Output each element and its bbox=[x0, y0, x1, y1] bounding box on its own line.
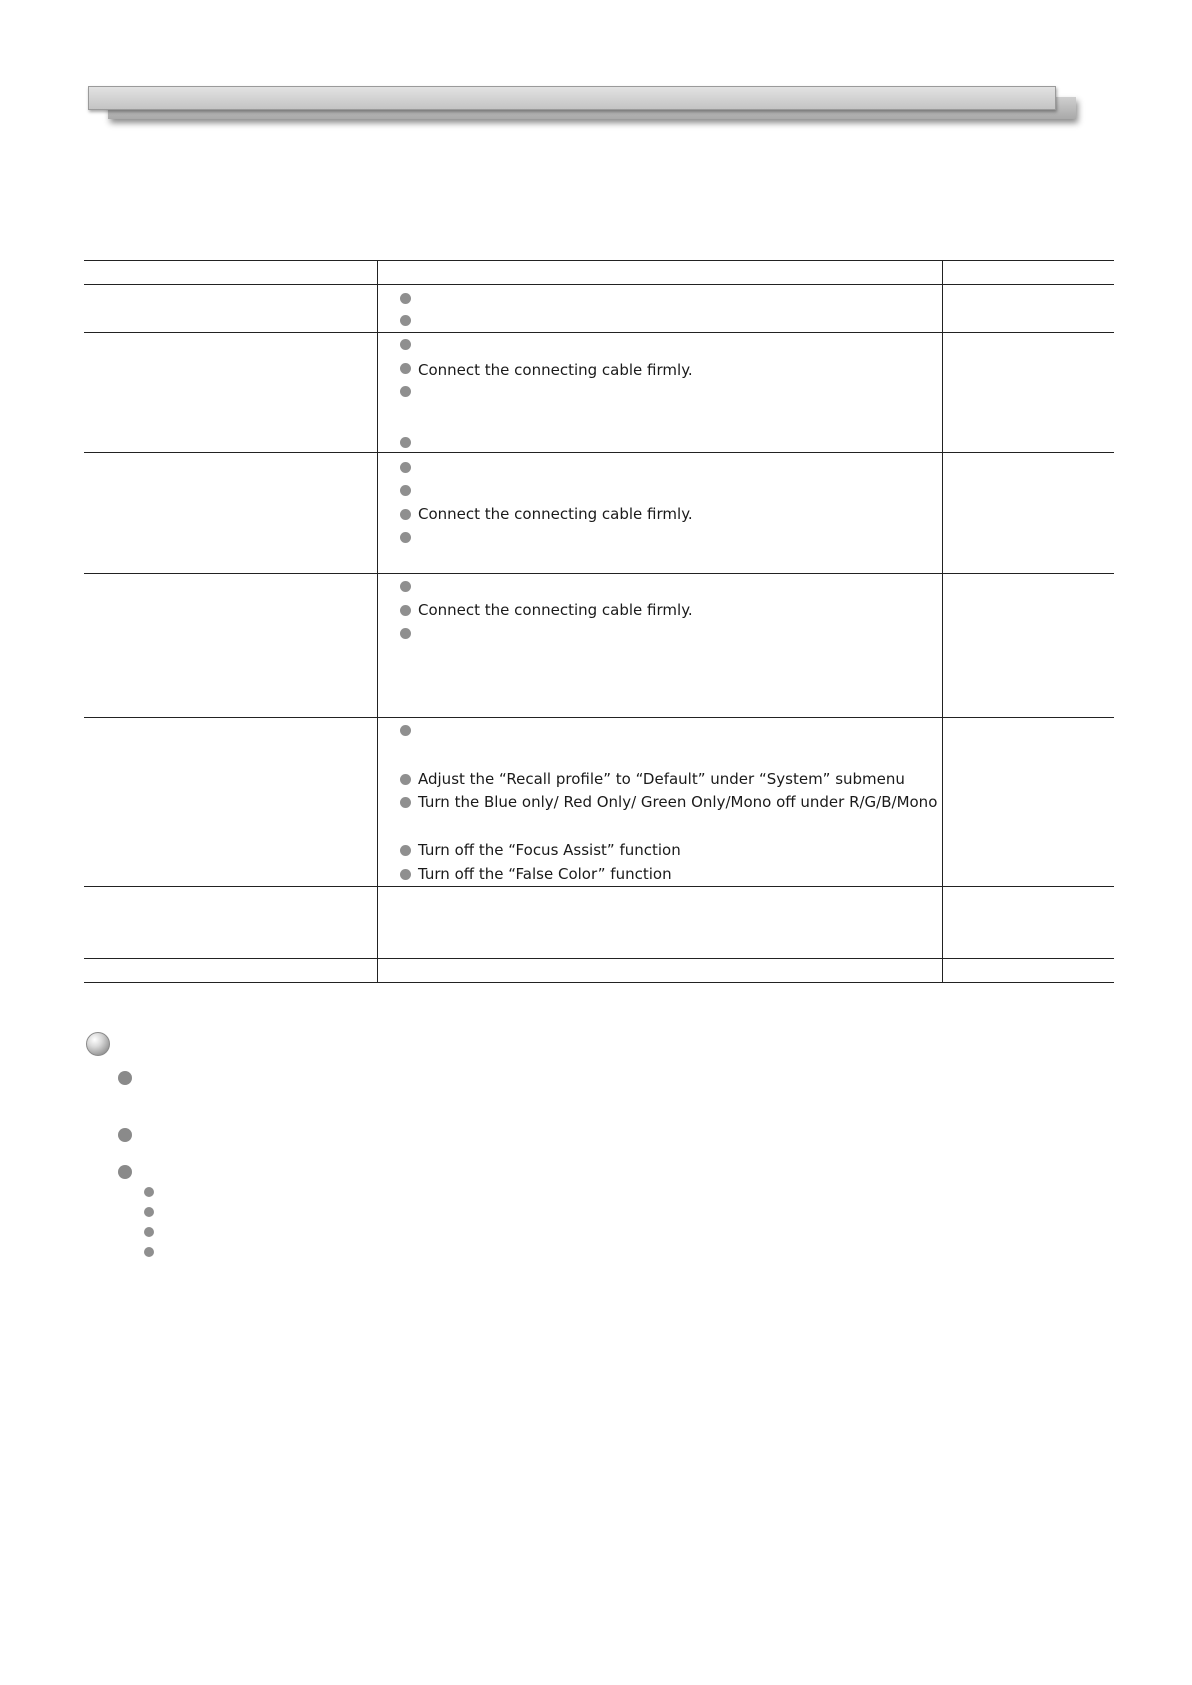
bullet-icon bbox=[400, 509, 411, 520]
table-header-rule bbox=[84, 284, 1114, 285]
solution-text: Connect the connecting cable firmly. bbox=[418, 601, 693, 619]
sub-bullet-icon bbox=[144, 1227, 154, 1237]
bullet-icon bbox=[400, 869, 411, 880]
bullet-icon bbox=[400, 386, 411, 397]
title-banner bbox=[88, 86, 1056, 110]
bullet-icon bbox=[400, 797, 411, 808]
bullet-icon bbox=[400, 628, 411, 639]
solution-text: Turn the Blue only/ Red Only/ Green Only/Mono off under R/G/B/Mono bbox=[418, 793, 938, 811]
table-row-rule bbox=[84, 573, 1114, 574]
solution-text: Adjust the “Recall profile” to “Default” under “System” submenu bbox=[418, 770, 905, 788]
bullet-icon bbox=[400, 462, 411, 473]
table-row-rule bbox=[84, 332, 1114, 333]
bullet-icon bbox=[118, 1128, 132, 1142]
table-column-rule bbox=[377, 260, 378, 982]
solution-text: Connect the connecting cable firmly. bbox=[418, 505, 693, 523]
bullet-icon bbox=[118, 1165, 132, 1179]
sub-bullet-icon bbox=[144, 1187, 154, 1197]
bullet-icon bbox=[400, 725, 411, 736]
bullet-icon bbox=[400, 363, 411, 374]
bullet-icon bbox=[400, 437, 411, 448]
table-top-rule bbox=[84, 260, 1114, 261]
bullet-icon bbox=[400, 293, 411, 304]
notes-heading-icon bbox=[86, 1032, 110, 1056]
bullet-icon bbox=[400, 845, 411, 856]
solution-text: Turn off the “Focus Assist” function bbox=[418, 841, 681, 859]
solution-text: Connect the connecting cable firmly. bbox=[418, 361, 693, 379]
bullet-icon bbox=[400, 581, 411, 592]
table-row-rule bbox=[84, 717, 1114, 718]
bullet-icon bbox=[400, 485, 411, 496]
bullet-icon bbox=[400, 315, 411, 326]
table-row-rule bbox=[84, 886, 1114, 887]
sub-bullet-icon bbox=[144, 1207, 154, 1217]
table-column-rule bbox=[942, 260, 943, 982]
table-row-rule bbox=[84, 958, 1114, 959]
bullet-icon bbox=[400, 532, 411, 543]
bullet-icon bbox=[118, 1071, 132, 1085]
sub-bullet-icon bbox=[144, 1247, 154, 1257]
bullet-icon bbox=[400, 605, 411, 616]
table-bottom-rule bbox=[84, 982, 1114, 983]
table-row-rule bbox=[84, 452, 1114, 453]
bullet-icon bbox=[400, 339, 411, 350]
bullet-icon bbox=[400, 774, 411, 785]
solution-text: Turn off the “False Color” function bbox=[418, 865, 672, 883]
